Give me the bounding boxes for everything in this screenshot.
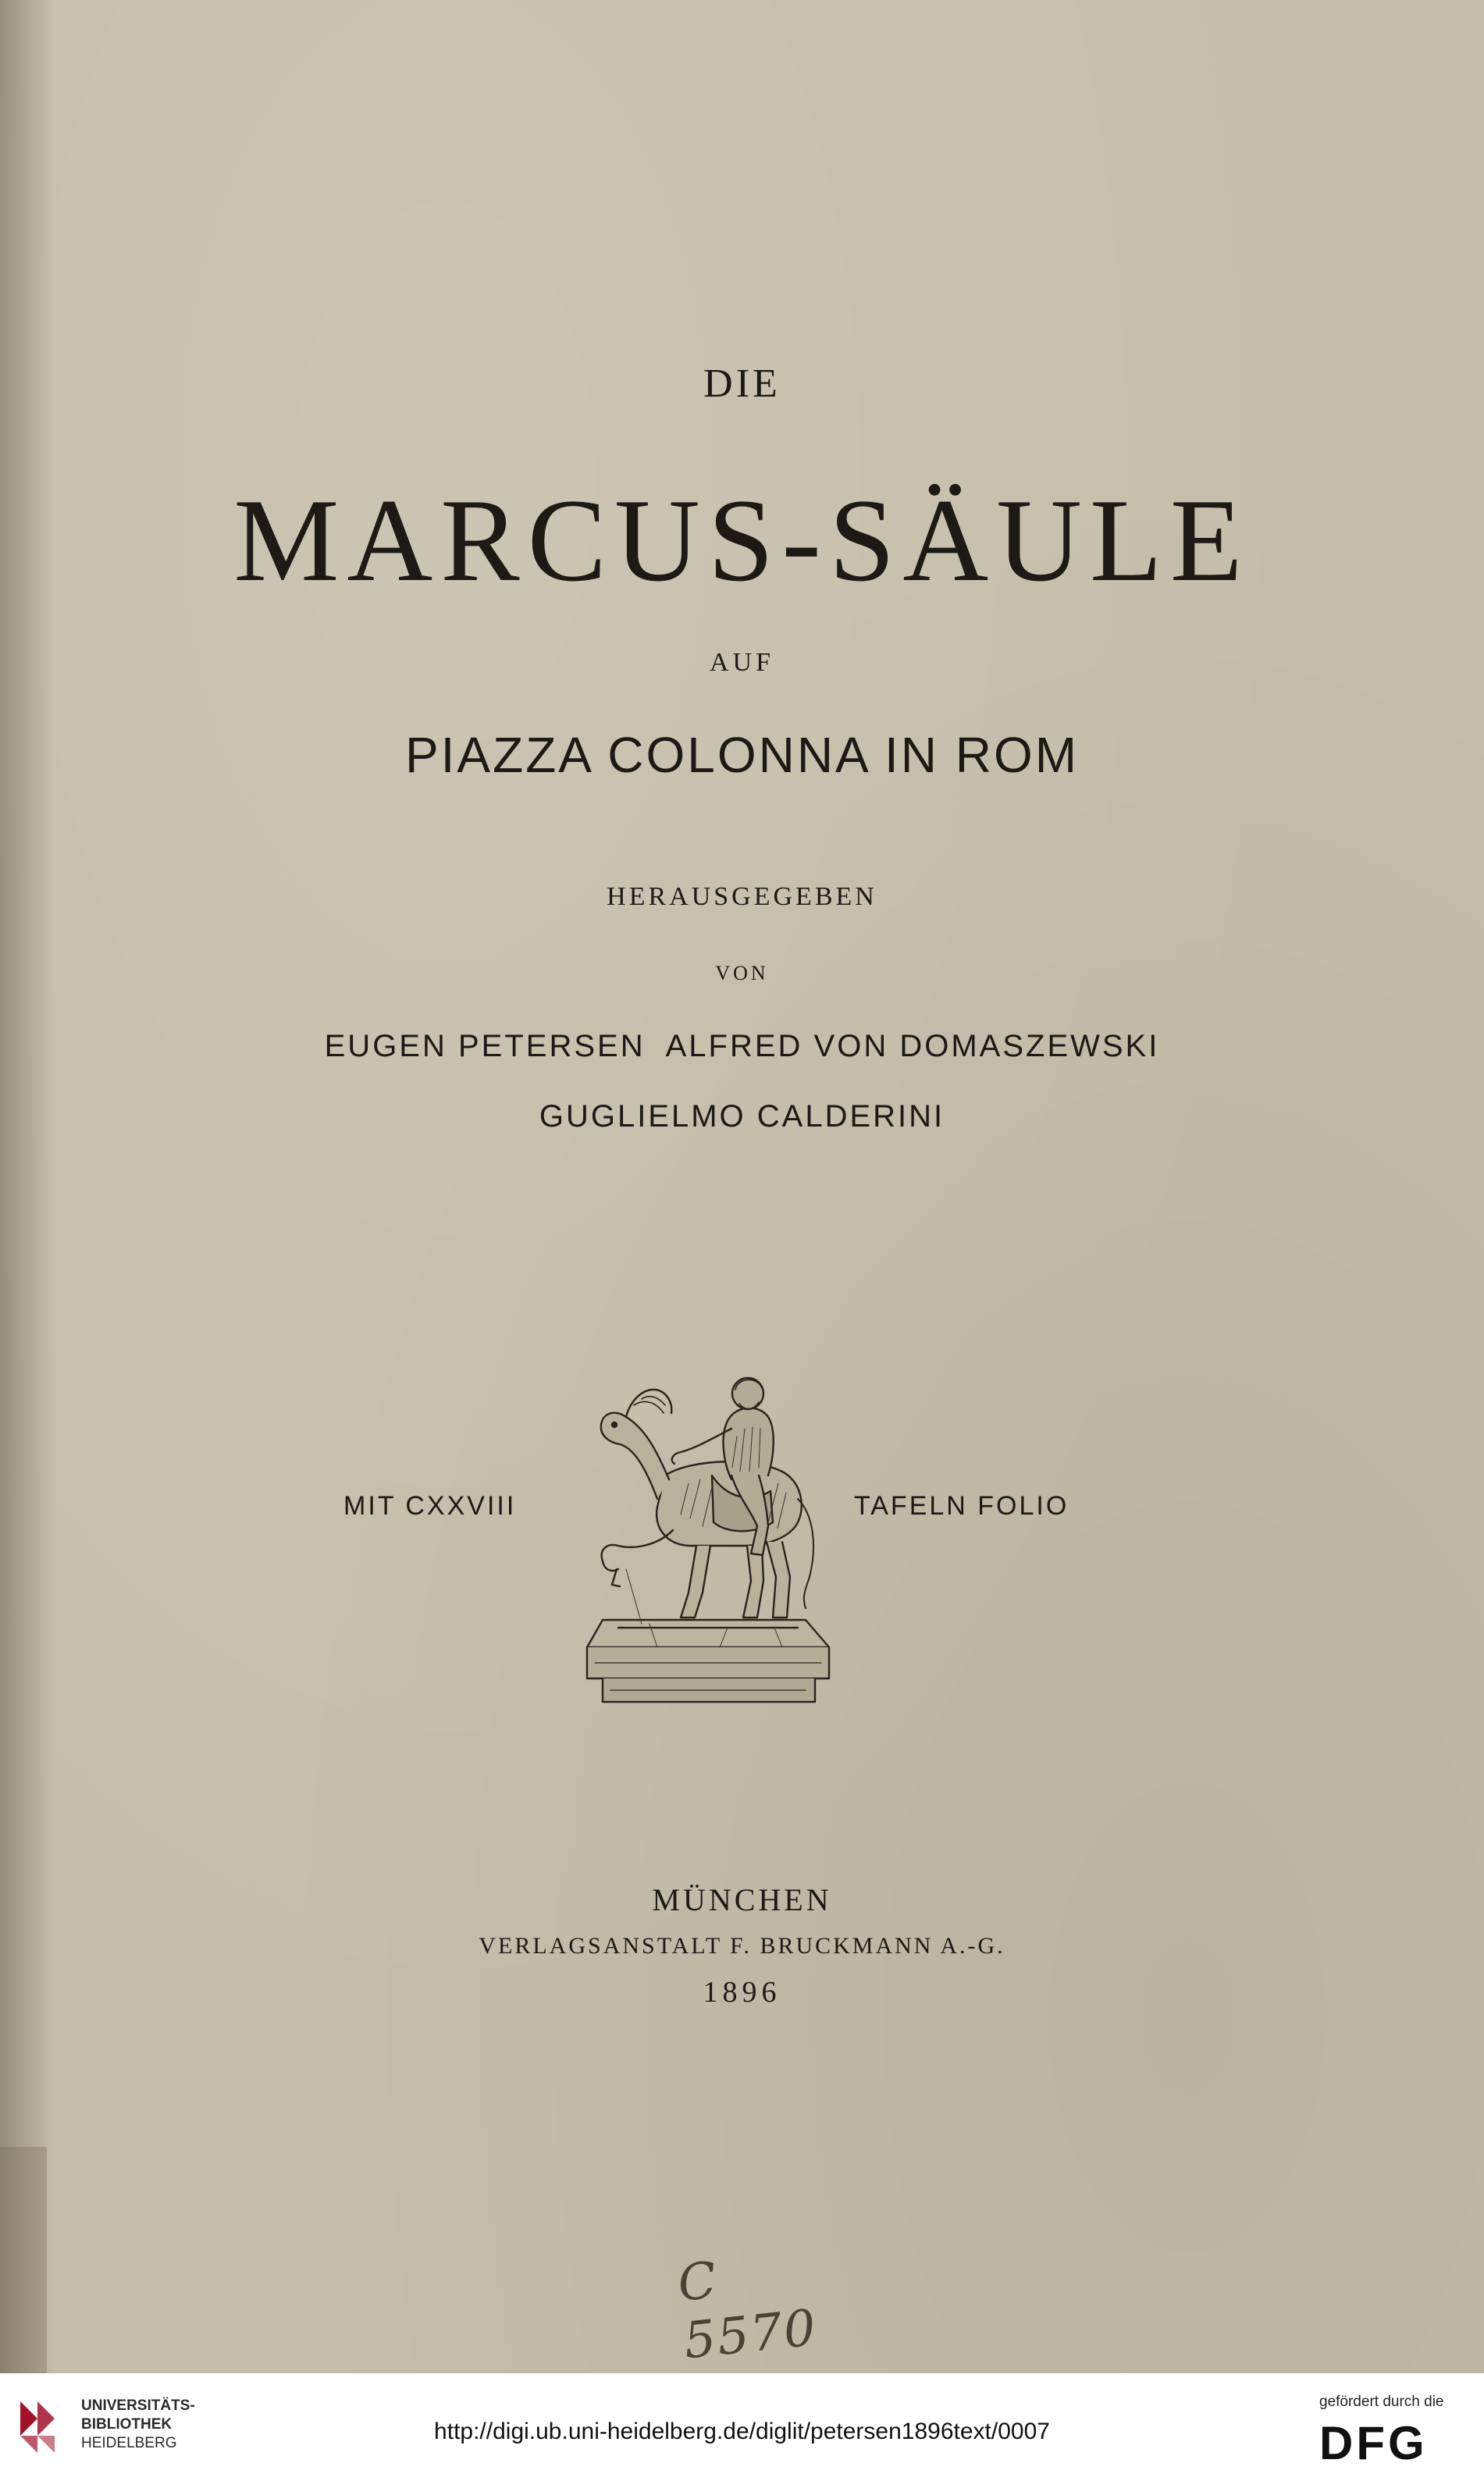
imprint-publisher: VERLAGSANSTALT F. BRUCKMANN A.-G. — [479, 1933, 1005, 1959]
dfg-logo-icon[interactable] — [1319, 2419, 1460, 2465]
funding-caption: gefördert durch die — [1319, 2394, 1444, 2410]
plates-format: TAFELN FOLIO — [854, 1491, 1069, 1521]
handwritten-shelfmark — [673, 2241, 845, 2371]
page-edge-shadow — [0, 0, 55, 2373]
editors-by: VON — [715, 962, 769, 984]
plates-count: MIT CXXVIII — [343, 1491, 517, 1521]
dfg-logo-text: DFG — [1319, 2419, 1428, 2465]
equestrian-statue-icon — [571, 1312, 846, 1717]
imprint-year: 1896 — [703, 1976, 781, 2009]
page-edge-stain — [0, 2147, 47, 2373]
imprint-city: MÜNCHEN — [652, 1882, 832, 1917]
title-article: DIE — [703, 361, 781, 406]
library-name-line-1: UNIVERSITÄTS- — [81, 2397, 195, 2414]
shelfmark-text: C 5570 — [674, 2251, 820, 2371]
editors-label: HERAUSGEGEBEN — [607, 882, 877, 911]
library-name-line-3: HEIDELBERG — [81, 2435, 177, 2451]
authors-line-2: GUGLIELMO CALDERINI — [539, 1099, 945, 1134]
page-title: MARCUS-SÄULE — [233, 475, 1251, 606]
library-name-line-2: BIBLIOTHEK — [81, 2416, 173, 2433]
title-connector: AUF — [709, 648, 775, 677]
permalink-url[interactable]: http://digi.ub.uni-heidelberg.de/diglit/petersen1896text/0007 — [434, 2419, 1050, 2444]
authors-line-1: EUGEN PETERSEN ALFRED VON DOMASZEWSKI — [324, 1029, 1160, 1063]
page-subtitle: PIAZZA COLONNA IN ROM — [404, 727, 1080, 783]
footer-bar — [0, 2373, 1484, 2481]
